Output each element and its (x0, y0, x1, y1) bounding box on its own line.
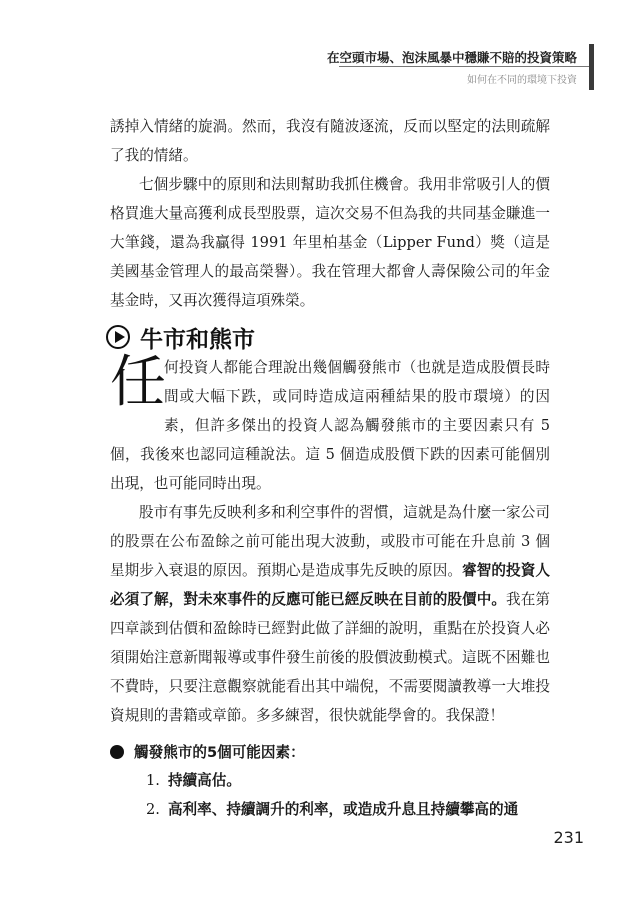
bullet-heading-text: 觸發熊市的5個可能因素： (134, 744, 305, 761)
list-item-text: 高利率、持續調升的利率，或造成升息且持續攀高的通 (167, 801, 519, 818)
section-paragraph-2 (110, 498, 550, 730)
list-item-text: 持續高估。 (167, 772, 241, 789)
bullet-heading (110, 737, 570, 766)
bear-market-factors (110, 737, 570, 824)
intro-paragraph-2: 七個步驟中的原則和法則幫助我抓住機會。我用非常吸引人的價格買進大量高獲利成長型股票，這次交易不但為我的共同基金賺進一大筆錢，還為我贏得 1991 年里柏基金（Lipper Fund）獎（這是美國基金管理人的最高榮譽）。我在管理大都會人壽保險公司的年金基金時，又再次獲得這項殊榮。 (110, 176, 550, 309)
list-item (110, 766, 570, 795)
section-paragraph-1-text: 何投資人都能合理說出幾個觸發熊市（也就是造成股價長時間或大幅下跌，或同時造成這兩種結果的股市環境）的因素，但許多傑出的投資人認為觸發熊市的主要因素只有 5 個，我後來也認同這種說法。這 5 個造成股價下跌的因素可能個別出現，也可能同時出現。 (110, 359, 550, 492)
list-item-number: 2. (146, 801, 160, 818)
section-title: 牛市和熊市 (140, 326, 255, 353)
section-paragraph-2-text: 股市有事先反映利多和利空事件的習慣，這就是為什麼一家公司的股票在公布盈餘之前可能出現大波動，或股市可能在升息前 3 個星期步入衰退的原因。預期心是造成事先反映的原因。 (110, 504, 550, 579)
header-title: 在空頭市場、泡沫風暴中穩賺不賠的投資策略 (326, 50, 577, 65)
intro-text (110, 112, 550, 315)
header-rule (339, 66, 589, 67)
page-number: 231 (553, 828, 584, 847)
intro-paragraph-1: 誘掉入情緒的旋渦。然而，我沒有隨波逐流，反而以堅定的法則疏解了我的情緒。 (110, 118, 550, 164)
drop-cap: 任 (110, 350, 166, 415)
running-header (289, 44, 594, 90)
list-item (110, 795, 570, 824)
header-subtitle: 如何在不同的環境下投資 (467, 75, 577, 86)
section-heading (106, 322, 255, 352)
list-item-number: 1. (146, 772, 160, 789)
section-text (110, 350, 550, 730)
bullet-dot-icon (110, 745, 124, 759)
emphasis-text: 睿智的投資人必須了解，對未來事件的反應可能已經反映在目前的股價中。 (110, 562, 550, 608)
play-circle-icon (106, 325, 130, 349)
section-paragraph-2-rest: 我在第四章談到估價和盈餘時已經對此做了詳細的說明，重點在於投資人必須開始注意新聞報導或事件發生前後的股價波動模式。這既不困難也不費時，只要注意觀察就能看出其中端倪，不需要閱讀教導一大堆投資規則的書籍或章節。多多練習，很快就能學會的。我保證！ (110, 591, 550, 724)
section-paragraph-1 (110, 350, 550, 498)
